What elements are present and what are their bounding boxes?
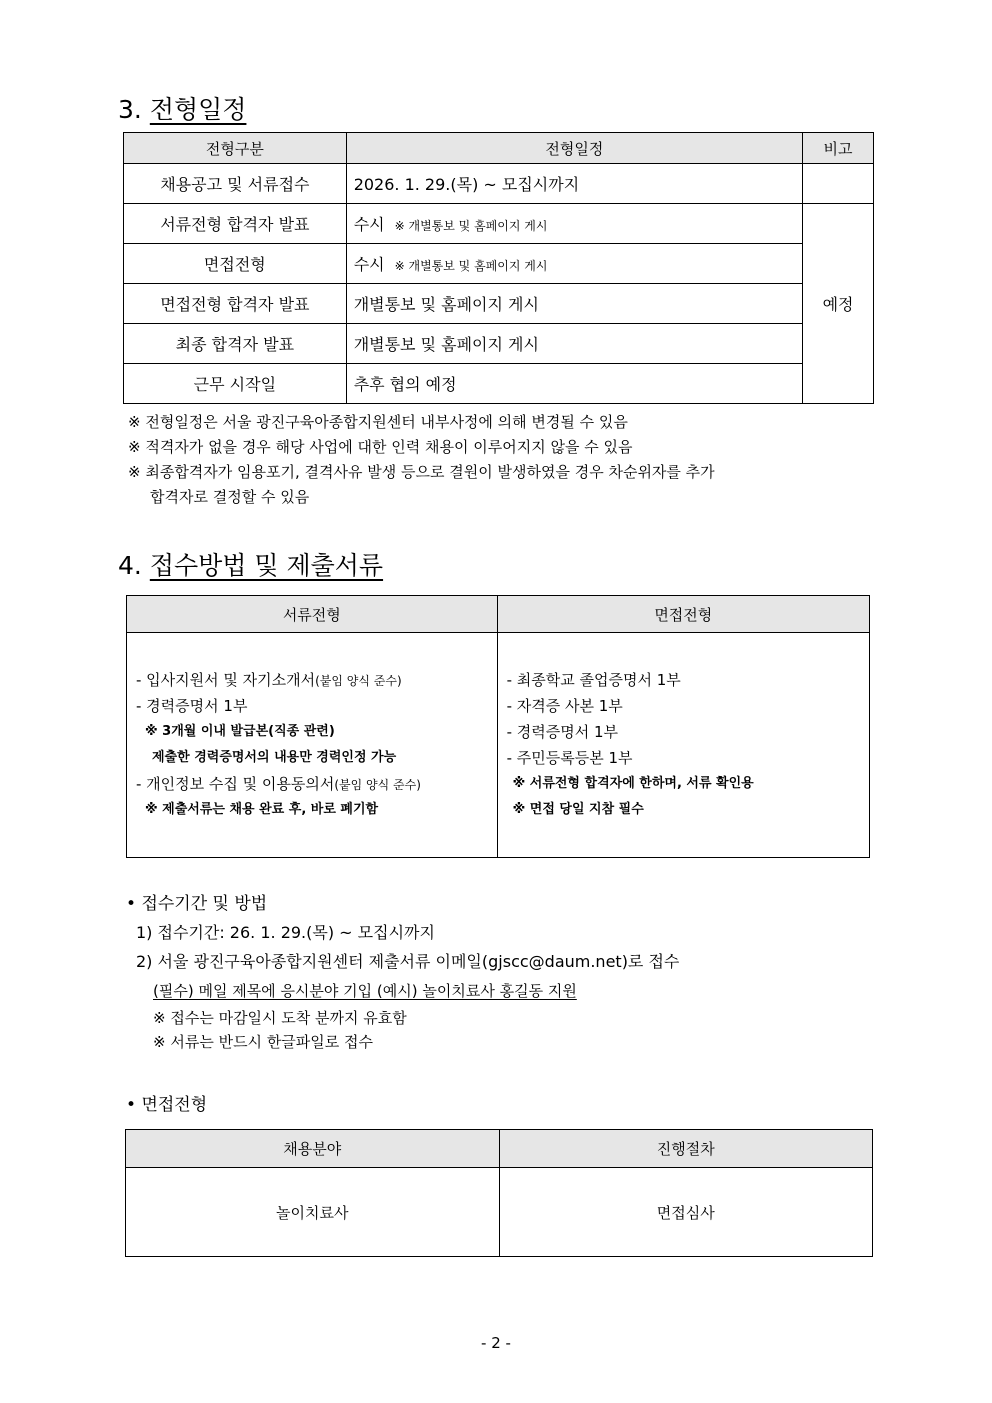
interview-header-field: 채용분야 (126, 1130, 500, 1168)
list-item: ※ 3개월 이내 발급본(직종 관련) (145, 724, 335, 739)
schedule-value-text: 수시 (353, 215, 385, 234)
list-item: ※ 서류전형 합격자에 한하며, 서류 확인용 (512, 776, 754, 791)
page-number: - 2 - (481, 1334, 511, 1352)
schedule-value-text: 수시 (353, 255, 385, 274)
table-row (124, 244, 874, 284)
interview-procedure: 면접심사 (499, 1168, 873, 1257)
section4-number: 4. (118, 551, 142, 580)
section3-title (118, 90, 246, 126)
section3-title-text: 전형일정 (149, 95, 247, 124)
section3-number: 3. (118, 95, 142, 124)
schedule-note-line: ※ 최종합격자가 임용포기, 결격사유 발생 등으로 결원이 발생하였을 경우 차순위자를 추가 (128, 463, 715, 481)
list-item: 제출한 경력증명서의 내용만 경력인정 가능 (152, 750, 397, 765)
list-item: - 주민등록등본 1부 (506, 749, 633, 767)
schedule-notes (128, 410, 715, 510)
table-row (124, 324, 874, 364)
schedule-category: 최종 합격자 발표 (124, 324, 347, 364)
documents-header-interview: 면접전형 (497, 596, 869, 633)
list-item: - 개인정보 수집 및 이용동의서(붙임 양식 준수) (136, 775, 421, 793)
application-method: 2) 서울 광진구육아종합지원센터 제출서류 이메일(gjscc@daum.net)로 접수 (136, 952, 680, 971)
documents-interview-list (497, 633, 869, 858)
application-note: ※ 접수는 마감일시 도착 분까지 유효함 (153, 1009, 407, 1027)
application-period: 1) 접수기간: 26. 1. 29.(목) ~ 모집시까지 (136, 923, 435, 942)
table-row (124, 364, 874, 404)
interview-heading (126, 1090, 207, 1115)
list-item: - 자격증 사본 1부 (506, 697, 623, 715)
schedule-note-line: ※ 전형일정은 서울 광진구육아종합지원센터 내부사정에 의해 변경될 수 있음 (128, 413, 628, 431)
section4-title (118, 546, 383, 582)
documents-header-screening: 서류전형 (127, 596, 498, 633)
schedule-header-schedule: 전형일정 (346, 133, 802, 164)
schedule-value (346, 204, 802, 244)
schedule-header-category: 전형구분 (124, 133, 347, 164)
documents-screening-list (127, 633, 498, 858)
schedule-category: 서류전형 합격자 발표 (124, 204, 347, 244)
list-item: - 경력증명서 1부 (136, 697, 248, 715)
application-note: ※ 서류는 반드시 한글파일로 접수 (153, 1033, 374, 1051)
schedule-note-line: 합격자로 결정할 수 있음 (150, 488, 310, 506)
bullet-icon: • (126, 1095, 137, 1115)
section4-title-text: 접수방법 및 제출서류 (149, 551, 384, 580)
schedule-value: 2026. 1. 29.(목) ~ 모집시까지 (346, 164, 802, 204)
list-item: - 최종학교 졸업증명서 1부 (506, 671, 681, 689)
interview-heading-text: 면접전형 (141, 1095, 208, 1115)
schedule-merged-note: 예정 (803, 204, 874, 404)
email-subject-rule: (필수) 메일 제목에 응시분야 기입 (예시) 놀이치료사 홍길동 지원 (153, 982, 577, 1000)
schedule-category: 면접전형 (124, 244, 347, 284)
schedule-note-empty (803, 164, 874, 204)
interview-header-procedure: 진행절차 (499, 1130, 873, 1168)
documents-table (126, 595, 870, 858)
schedule-category: 면접전형 합격자 발표 (124, 284, 347, 324)
schedule-note-line: ※ 적격자가 없을 경우 해당 사업에 대한 인력 채용이 이루어지지 않을 수 있음 (128, 438, 633, 456)
table-row (124, 204, 874, 244)
list-item: - 입사지원서 및 자기소개서(붙임 양식 준수) (136, 671, 402, 689)
schedule-header-note: 비고 (803, 133, 874, 164)
schedule-category: 근무 시작일 (124, 364, 347, 404)
table-row (124, 284, 874, 324)
list-item: - 경력증명서 1부 (506, 723, 619, 741)
list-item: ※ 면접 당일 지참 필수 (512, 802, 644, 817)
list-item: ※ 제출서류는 채용 완료 후, 바로 폐기함 (145, 802, 379, 817)
application-heading-text: 접수기간 및 방법 (141, 894, 268, 914)
table-row (124, 164, 874, 204)
interview-table (125, 1129, 873, 1257)
schedule-value (346, 244, 802, 284)
schedule-value: 개별통보 및 홈페이지 게시 (346, 324, 802, 364)
schedule-value: 추후 협의 예정 (346, 364, 802, 404)
interview-field: 놀이치료사 (126, 1168, 500, 1257)
schedule-subnote: ※ 개별통보 및 홈페이지 게시 (394, 219, 548, 233)
schedule-table (123, 132, 874, 404)
table-row (126, 1168, 873, 1257)
schedule-subnote: ※ 개별통보 및 홈페이지 게시 (394, 259, 548, 273)
application-heading (126, 889, 267, 914)
schedule-value: 개별통보 및 홈페이지 게시 (346, 284, 802, 324)
schedule-category: 채용공고 및 서류접수 (124, 164, 347, 204)
bullet-icon: • (126, 894, 137, 914)
